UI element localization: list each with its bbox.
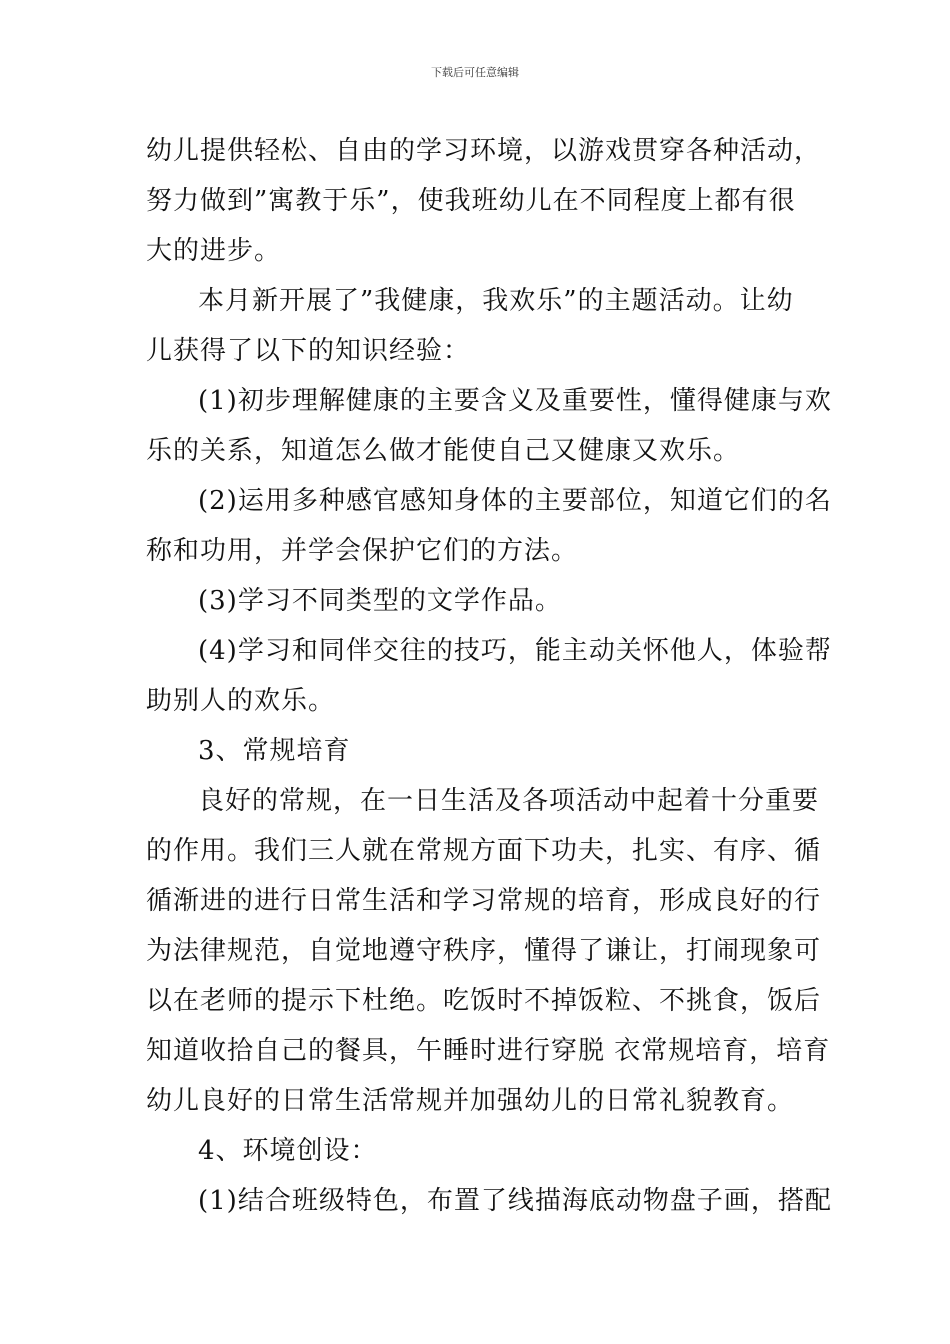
text-line: (3)学习不同类型的文学作品。 [198, 586, 562, 616]
section-heading: 4、环境创设： [198, 1136, 378, 1166]
text-line: 知道收拾自己的餐具，午睡时进行穿脱 衣常规培育，培育 [146, 1036, 831, 1066]
text-line: (1)结合班级特色，布置了线描海底动物盘子画，搭配 [198, 1186, 832, 1216]
text-line: 以在老师的提示下杜绝。吃饭时不掉饭粒、不挑食，饭后 [146, 986, 822, 1016]
text-line: 努力做到”寓教于乐”，使我班幼儿在不同程度上都有很 [146, 186, 796, 216]
page-header-note: 下载后可任意编辑 [431, 66, 519, 79]
text-line: 循渐进的进行日常生活和学习常规的培育，形成良好的行 [146, 886, 822, 916]
text-line: 助别人的欢乐。 [146, 686, 336, 716]
section-heading: 3、常规培育 [198, 736, 351, 766]
text-line: (1)初步理解健康的主要含义及重要性，懂得健康与欢 [198, 386, 832, 416]
text-line: 大的进步。 [146, 236, 282, 266]
text-line: 幼儿良好的日常生活常规并加强幼儿的日常礼貌教育。 [146, 1086, 795, 1116]
text-line: 的作用。我们三人就在常规方面下功夫，扎实、有序、循 [146, 836, 822, 866]
text-line: (4)学习和同伴交往的技巧，能主动关怀他人，体验帮 [198, 636, 832, 666]
text-line: 称和功用，并学会保护它们的方法。 [146, 536, 579, 566]
text-line: 为法律规范，自觉地遵守秩序，懂得了谦让，打闹现象可 [146, 936, 822, 966]
text-line: 良好的常规，在一日生活及各项活动中起着十分重要 [198, 786, 820, 816]
text-line: (2)运用多种感官感知身体的主要部位，知道它们的名 [198, 486, 832, 516]
text-line: 幼儿提供轻松、自由的学习环境，以游戏贯穿各种活动， [146, 136, 822, 166]
text-line: 本月新开展了”我健康，我欢乐”的主题活动。让幼 [198, 286, 794, 316]
text-line: 儿获得了以下的知识经验： [146, 336, 471, 366]
document-body [146, 126, 832, 1226]
text-line: 乐的关系，知道怎么做才能使自己又健康又欢乐。 [146, 436, 741, 466]
